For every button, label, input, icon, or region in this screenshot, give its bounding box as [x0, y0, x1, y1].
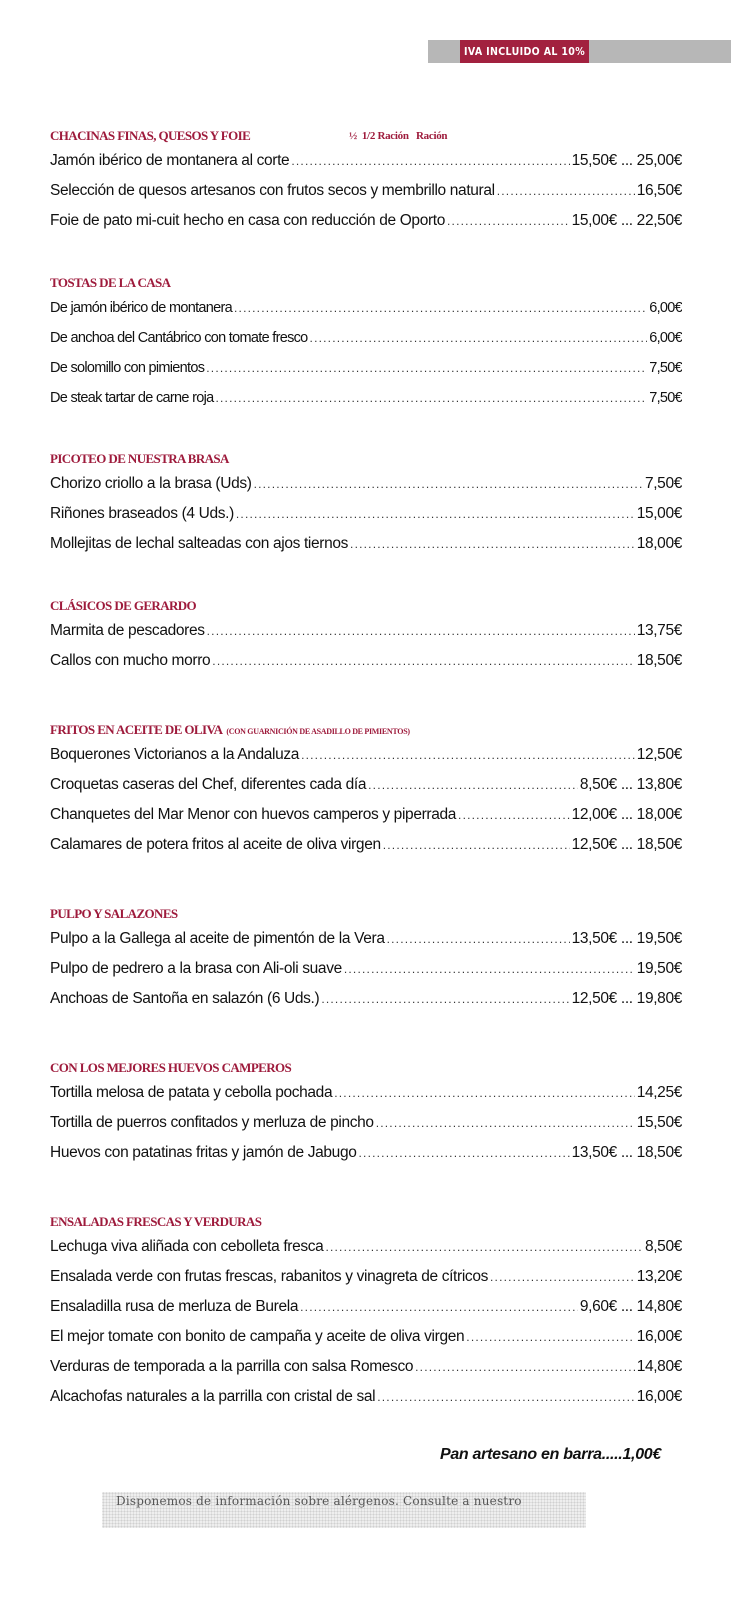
menu-item: Riñones braseados (4 Uds.) ..... 15,00€ — [50, 499, 682, 529]
menu-item: Selección de quesos artesanos con frutos secos y membrillo natural ..... 16,50€ — [50, 176, 682, 206]
allergen-text: Disponemos de información sobre alérgenos. Consulte a nuestro — [116, 1494, 522, 1508]
section-title: PULPO Y SALAZONES — [50, 906, 178, 921]
section-title: CLÁSICOS DE GERARDO — [50, 598, 197, 613]
section-pulpo — [50, 904, 682, 1014]
menu-item: Mollejitas de lechal salteadas con ajos tiernos ..... 18,00€ — [50, 529, 682, 559]
section-title: PICOTEO DE NUESTRA BRASA — [50, 451, 229, 466]
section-ensaladas — [50, 1212, 682, 1412]
menu-item: Boquerones Victorianos a la Andaluza ..... 12,50€ — [50, 740, 682, 770]
section-chacinas — [50, 126, 682, 236]
section-title: CON LOS MEJORES HUEVOS CAMPEROS — [50, 1060, 292, 1075]
menu-item: Ensalada verde con frutas frescas, rabanitos y vinagreta de cítricos ..... 13,20€ — [50, 1262, 682, 1292]
section-tostas — [50, 273, 682, 413]
column-headers — [349, 126, 447, 146]
menu-item: Lechuga viva aliñada con cebolleta fresca ..... 8,50€ — [50, 1232, 682, 1262]
menu-item: Croquetas caseras del Chef, diferentes cada día ..... 8,50€ ... 13,80€ — [50, 770, 682, 800]
menu-item: Jamón ibérico de montanera al corte ..... 15,50€ ... 25,00€ — [50, 146, 682, 176]
menu-item: Pulpo de pedrero a la brasa con Ali-oli suave ..... 19,50€ — [50, 954, 682, 984]
section-note: (CON GUARNICIÓN DE ASADILLO DE PIMIENTOS) — [226, 727, 410, 736]
section-title: CHACINAS FINAS, QUESOS Y FOIE ½ 1/2 Ración Ración — [50, 126, 682, 146]
section-huevos — [50, 1058, 682, 1168]
allergen-notice — [102, 1492, 586, 1528]
menu-item: Verduras de temporada a la parrilla con salsa Romesco ..... 14,80€ — [50, 1352, 682, 1382]
iva-badge: IVA INCLUIDO AL 10% — [460, 40, 589, 63]
menu-item: Foie de pato mi-cuit hecho en casa con reducción de Oporto ..... 15,00€ ... 22,50€ — [50, 206, 682, 236]
menu-item: De anchoa del Cantábrico con tomate fresco ..... 6,00€ — [50, 323, 682, 353]
menu-item: Chorizo criollo a la brasa (Uds) ..... 7,50€ — [50, 469, 682, 499]
menu-item: De steak tartar de carne roja ..... 7,50€ — [50, 383, 682, 413]
bread-note: Pan artesano en barra.....1,00€ — [439, 1446, 661, 1463]
section-fritos — [50, 720, 682, 860]
menu-item: Marmita de pescadores ..... 13,75€ — [50, 616, 682, 646]
section-title: TOSTAS DE LA CASA — [50, 275, 171, 290]
menu-item: Callos con mucho morro ..... 18,50€ — [50, 646, 682, 676]
half-symbol: ½ — [349, 130, 357, 142]
menu-item: Pulpo a la Gallega al aceite de pimentón de la Vera ..... 13,50€ ... 19,50€ — [50, 924, 682, 954]
menu-item: Ensaladilla rusa de merluza de Burela ..... 9,60€ ... 14,80€ — [50, 1292, 682, 1322]
half-ration-header: 1/2 Ración — [361, 130, 409, 142]
ration-header: Ración — [416, 130, 448, 142]
section-picoteo — [50, 449, 682, 559]
menu-item: De solomillo con pimientos ..... 7,50€ — [50, 353, 682, 383]
menu-item: Tortilla de puerros confitados y merluza de pincho ..... 15,50€ — [50, 1108, 682, 1138]
section-title: FRITOS EN ACEITE DE OLIVA (CON GUARNICIÓN DE ASADILLO DE PIMIENTOS) — [50, 722, 410, 737]
menu-item: Alcachofas naturales a la parrilla con cristal de sal ..... 16,00€ — [50, 1382, 682, 1412]
menu-item: De jamón ibérico de montanera ..... 6,00€ — [50, 293, 682, 323]
menu-item: Chanquetes del Mar Menor con huevos camperos y piperrada ..... 12,00€ ... 18,00€ — [50, 800, 682, 830]
menu-item: Huevos con patatinas fritas y jamón de Jabugo ..... 13,50€ ... 18,50€ — [50, 1138, 682, 1168]
section-clasicos — [50, 596, 682, 676]
menu-item: Anchoas de Santoña en salazón (6 Uds.) ..... 12,50€ ... 19,80€ — [50, 984, 682, 1014]
menu-item: Calamares de potera fritos al aceite de oliva virgen ..... 12,50€ ... 18,50€ — [50, 830, 682, 860]
menu-item: El mejor tomate con bonito de campaña y aceite de oliva virgen ..... 16,00€ — [50, 1322, 682, 1352]
menu-item: Tortilla melosa de patata y cebolla pochada ..... 14,25€ — [50, 1078, 682, 1108]
section-title: ENSALADAS FRESCAS Y VERDURAS — [50, 1214, 262, 1229]
